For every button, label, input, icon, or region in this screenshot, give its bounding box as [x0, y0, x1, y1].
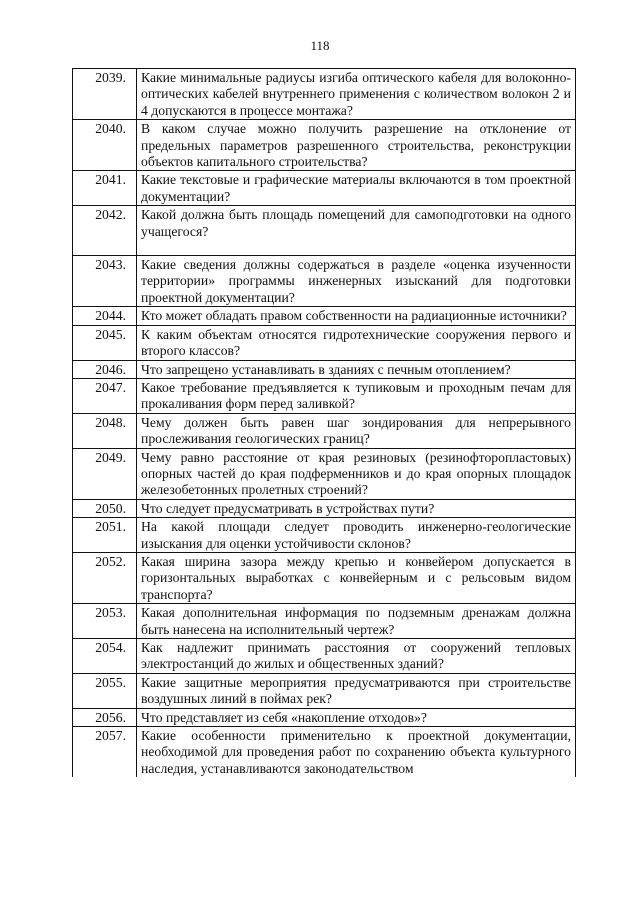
question-text: Какие минимальные радиусы изгиба оптического кабеля для волоконно-оптических кабелей внутреннего применения с количеством волокон 2 и 4 допускаются в процессе монтажа? — [137, 69, 576, 120]
table-row — [73, 120, 576, 171]
table-row — [73, 69, 576, 120]
question-number: 2055. — [73, 673, 137, 708]
question-number: 2056. — [73, 708, 137, 726]
table-row — [73, 673, 576, 708]
question-text: Какие текстовые и графические материалы включаются в том проектной документации? — [137, 171, 576, 206]
question-text: Какое требование предъявляется к тупиковым и проходным печам для прокаливания форм перед заливкой? — [137, 378, 576, 413]
question-text: Чему должен быть равен шаг зондирования для непрерывного прослеживания геологических границ? — [137, 413, 576, 448]
question-number: 2039. — [73, 69, 137, 120]
table-row — [73, 360, 576, 378]
page-number: 118 — [310, 38, 330, 53]
question-number: 2043. — [73, 256, 137, 307]
table-row — [73, 307, 576, 325]
question-number: 2044. — [73, 307, 137, 325]
question-text: Что представляет из себя «накопление отходов»? — [137, 708, 576, 726]
question-text: В каком случае можно получить разрешение на отклонение от предельных параметров разрешенного строительства, реконструкции объектов капитального строительства? — [137, 120, 576, 171]
question-text: Что следует предусматривать в устройствах пути? — [137, 499, 576, 517]
question-text: Кто может обладать правом собственности на радиационные источники? — [137, 307, 576, 325]
question-number: 2040. — [73, 120, 137, 171]
question-text: Чему равно расстояние от края резиновых (резинофторопластовых) опорных частей до края подферменников и до края опорных площадок железобетонных пролетных строений? — [137, 448, 576, 499]
table-row — [73, 448, 576, 499]
question-text: К каким объектам относятся гидротехнические сооружения первого и второго классов? — [137, 325, 576, 360]
question-number: 2042. — [73, 206, 137, 256]
question-text: Какая дополнительная информация по подземным дренажам должна быть нанесена на исполнительный чертеж? — [137, 604, 576, 639]
question-number: 2048. — [73, 413, 137, 448]
question-number: 2053. — [73, 604, 137, 639]
question-number: 2046. — [73, 360, 137, 378]
question-text: Какие защитные мероприятия предусматриваются при строительстве воздушных линий в поймах рек? — [137, 673, 576, 708]
question-text: На какой площади следует проводить инженерно-геологические изыскания для оценки устойчивости склонов? — [137, 518, 576, 553]
table-row — [73, 256, 576, 307]
question-number: 2041. — [73, 171, 137, 206]
question-number: 2054. — [73, 639, 137, 674]
question-text: Какие особенности применительно к проектной документации, необходимой для проведения работ по сохранению объекта культурного наследия, устанавливаются законодательством — [137, 727, 576, 778]
table-row — [73, 708, 576, 726]
question-text: Какие сведения должны содержаться в разделе «оценка изученности территории» программы инженерных изысканий для подготовки проектной документации? — [137, 256, 576, 307]
questions-table — [72, 68, 576, 777]
table-row — [73, 325, 576, 360]
question-text: Что запрещено устанавливать в зданиях с печным отоплением? — [137, 360, 576, 378]
question-text: Какой должна быть площадь помещений для самоподготовки на одного учащегося? — [137, 206, 576, 256]
question-number: 2050. — [73, 499, 137, 517]
table-row — [73, 206, 576, 256]
table-row — [73, 639, 576, 674]
question-number: 2057. — [73, 727, 137, 778]
table-row — [73, 171, 576, 206]
table-row — [73, 378, 576, 413]
question-number: 2049. — [73, 448, 137, 499]
table-row — [73, 604, 576, 639]
question-number: 2047. — [73, 378, 137, 413]
table-row — [73, 518, 576, 553]
question-number: 2045. — [73, 325, 137, 360]
question-text: Какая ширина зазора между крепью и конвейером допускается в горизонтальных выработках с конвейерным и с рельсовым видом транспорта? — [137, 552, 576, 603]
table-row — [73, 727, 576, 778]
table-row — [73, 552, 576, 603]
question-text: Как надлежит принимать расстояния от сооружений тепловых электростанций до жилых и общественных зданий? — [137, 639, 576, 674]
question-number: 2051. — [73, 518, 137, 553]
table-row — [73, 413, 576, 448]
question-number: 2052. — [73, 552, 137, 603]
table-row — [73, 499, 576, 517]
